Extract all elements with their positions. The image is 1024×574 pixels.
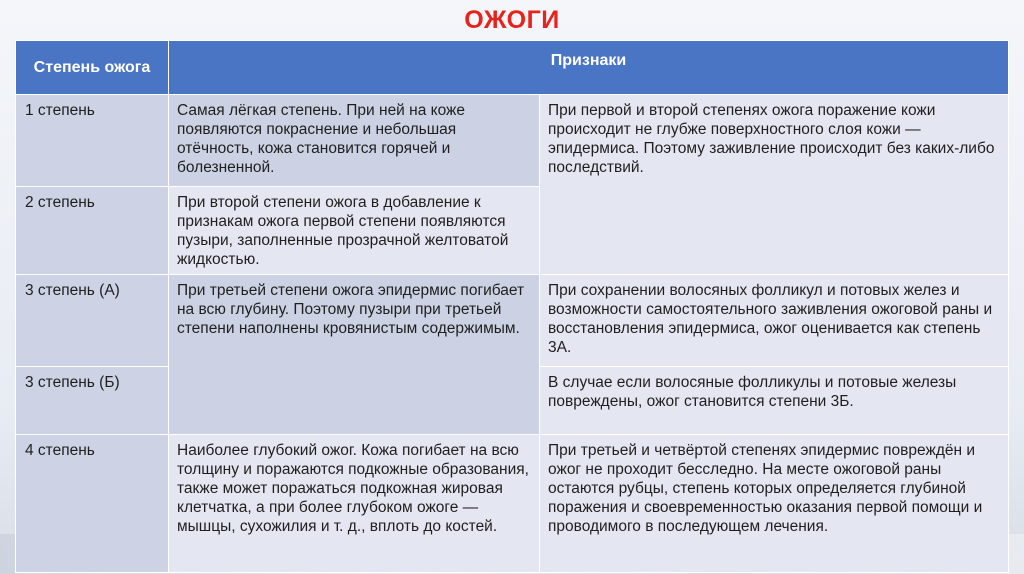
note-cell: При сохранении волосяных фолликул и потовых желез и возможности самостоятельного заживления ожоговой раны и восстановления эпидермиса, ожог оценивается как степень 3А. [540,275,1009,367]
signs-cell: Наиболее глубокий ожог. Кожа погибает на всю толщину и поражаются подкожные образования, также может поражаться подкожная жировая клетчатка, а при более глубоком ожоге — мышцы, сухожилия и т. д., вплоть до костей. [169,435,540,573]
degree-cell: 3 степень (Б) [16,367,169,435]
table-header-row [16,41,1009,95]
page-title: ОЖОГИ [464,6,560,34]
signs-cell: При третьей степени ожога эпидермис погибает на всю глубину. Поэтому пузыри при третьей степени наполнены кровянистым содержимым. [169,275,540,435]
table-row [16,95,1009,187]
degree-cell: 4 степень [16,435,169,573]
burns-table [15,40,1009,573]
signs-cell: Самая лёгкая степень. При ней на коже появляются покраснение и небольшая отёчность, кожа становится горячей и болезненной. [169,95,540,187]
note-cell: В случае если волосяные фолликулы и потовые железы повреждены, ожог становится степени 3Б. [540,367,1009,435]
header-signs: Признаки [169,41,1009,95]
note-cell: При первой и второй степенях ожога поражение кожи происходит не глубже поверхностного слоя кожи — эпидермиса. Поэтому заживление происходит без каких-либо последствий. [540,95,1009,275]
signs-cell: При второй степени ожога в добавление к признакам ожога первой степени появляются пузыри, заполненные прозрачной желтоватой жидкостью. [169,187,540,275]
note-cell: При третьей и четвёртой степенях эпидермис повреждён и ожог не проходит бесследно. На месте ожоговой раны остаются рубцы, степень которых определяется глубиной поражения и своевременностью оказания первой помощи и проводимого в последующем лечения. [540,435,1009,573]
header-degree: Степень ожога [16,41,169,95]
degree-cell: 1 степень [16,95,169,187]
degree-cell: 3 степень (А) [16,275,169,367]
table-row [16,275,1009,367]
degree-cell: 2 степень [16,187,169,275]
table-row [16,435,1009,573]
